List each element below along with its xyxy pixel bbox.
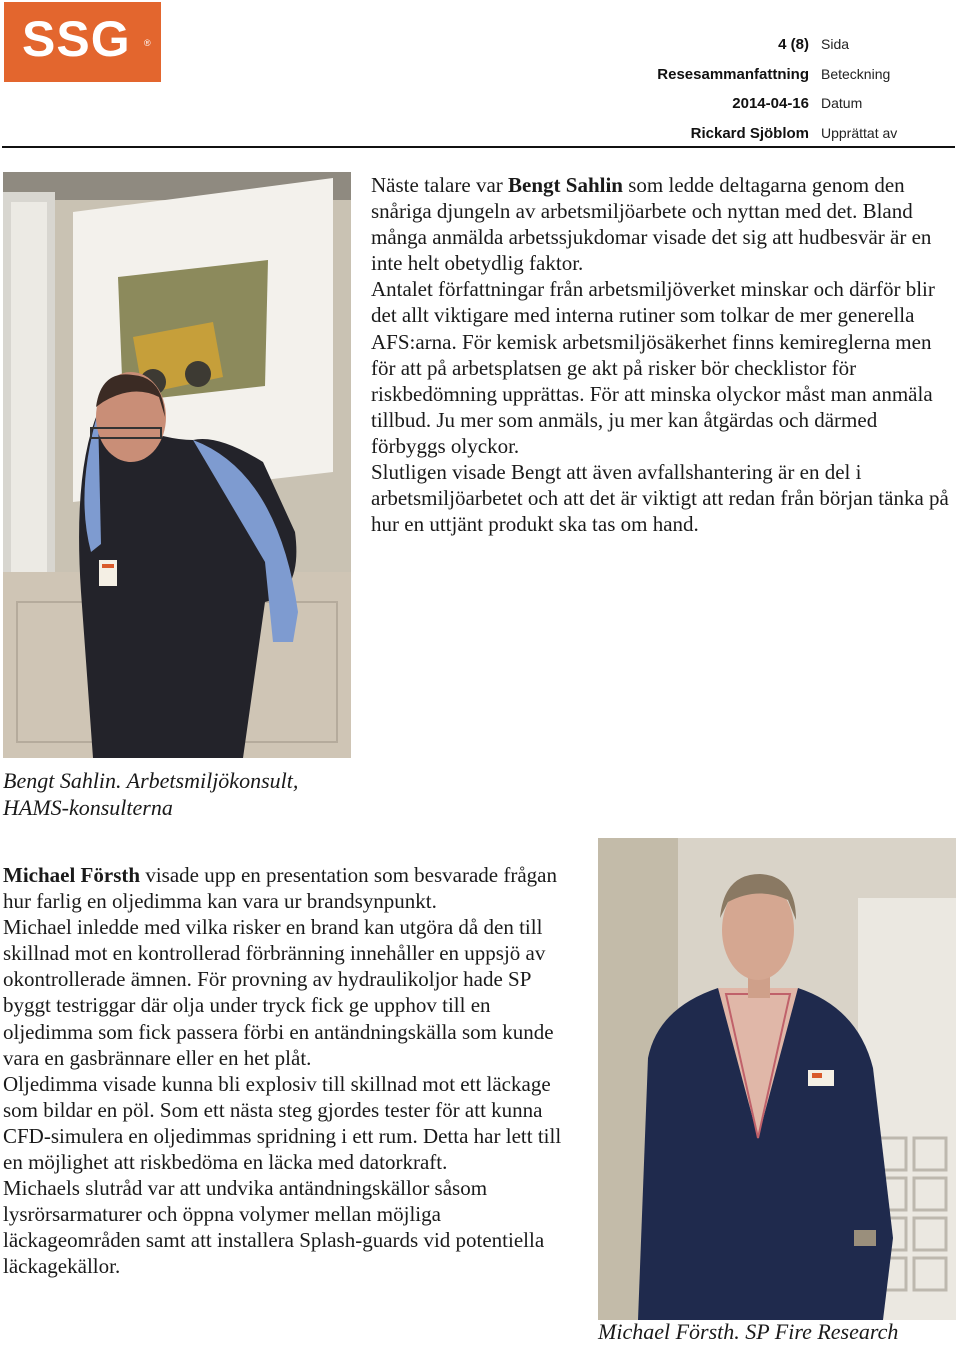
section-michael-paragraph-1: Michael inledde med vilka risker en brand kan utgöra då den till skillnad mot en kontrollerad förbränning innehåller en uppsjö av okontrollerade ämnen. För provning av hydraulikoljor hade SP byggt testriggar där olja under tryck fick ge upphov till en oljedimma som fick passera förbi en antändningskälla som kunde vara en gasbrännare eller en het plåt.	[3, 915, 554, 1070]
author-label: Upprättat av	[821, 125, 898, 141]
photo-michael-caption: Michael Försth. SP Fire Research	[598, 1319, 899, 1344]
page-number: 4 (8)	[778, 36, 809, 53]
photo-bengt-caption: Bengt Sahlin. Arbetsmiljökonsult, HAMS-konsulterna	[3, 768, 299, 820]
section-bengt-lead: Näste talare var Bengt Sahlin som ledde deltagarna genom den snåriga djungeln av arbetsmiljöarbete och nyttan med det. Bland många anmälda arbetssjukdomar visade det sig att hudbesvär är en inte helt obetydlig faktor.	[371, 173, 932, 276]
page-label: Sida	[821, 36, 850, 52]
section-michael-paragraph-3: Michaels slutråd var att undvika antändningskällor såsom lysrörsarmaturer och öppna volymer mellan möjliga läckageområden samt att installera Splash-guards vid potentiella läckagekällor.	[3, 1176, 545, 1279]
ssg-logo	[4, 2, 161, 82]
header-row-page	[540, 36, 955, 58]
header-row-date	[540, 95, 955, 117]
section-bengt-paragraph-1: Antalet författningar från arbetsmiljöverket minskar och därför blir det allt viktigare med interna rutiner som tolkar de mer generella AFS:arna. För kemisk arbetsmiljösäkerhet finns kemireglerna men för att på arbetsplatsen ge akt på risker bör checklistor för riskbedömning upprättas. För att minska olyckor måst man anmäla tillbud. Ju mer som anmäls, ju mer kan åtgärdas och därmed förbyggs olyckor.	[371, 277, 935, 458]
registered-mark: ®	[144, 38, 151, 48]
logo-text: SSG	[22, 11, 131, 67]
section-michael-paragraph-2: Oljedimma visade kunna bli explosiv till skillnad mot ett läckage som bildar en pöl. Som ett nästa steg gjordes tester för att kunna CFD-simulera en oljedimmas spridning i ett rum. Detta har lett till en möjlighet att riskbedöma en läcka med datorkraft.	[3, 1071, 562, 1175]
header-divider	[2, 146, 955, 148]
photo-bengt-sahlin	[3, 172, 351, 758]
section-bengt-text	[371, 172, 956, 537]
section-michael-lead: Michael Försth visade upp en presentation som besvarade frågan hur farlig en oljedimma kan vara ur brandsynpunkt.	[3, 863, 557, 914]
date-value: 2014-04-16	[732, 95, 809, 112]
speaker-bengt-sahlin: Bengt Sahlin	[508, 173, 623, 197]
designation-value: Resesammanfattning	[657, 66, 809, 83]
author-value: Rickard Sjöblom	[690, 125, 809, 142]
header-row-designation	[540, 66, 955, 88]
section-michael-text	[3, 862, 583, 1280]
section-bengt-paragraph-2: Slutligen visade Bengt att även avfallshantering är en del i arbetsmiljöarbetet och att det är viktigt att redan från början tänka på hur en uttjänt produkt ska tas om hand.	[371, 460, 949, 537]
designation-label: Beteckning	[821, 66, 891, 82]
photo-michael-forsth	[598, 838, 956, 1320]
speaker-michael-forsth: Michael Försth	[3, 863, 141, 887]
date-label: Datum	[821, 95, 863, 111]
header-row-author	[540, 125, 955, 147]
